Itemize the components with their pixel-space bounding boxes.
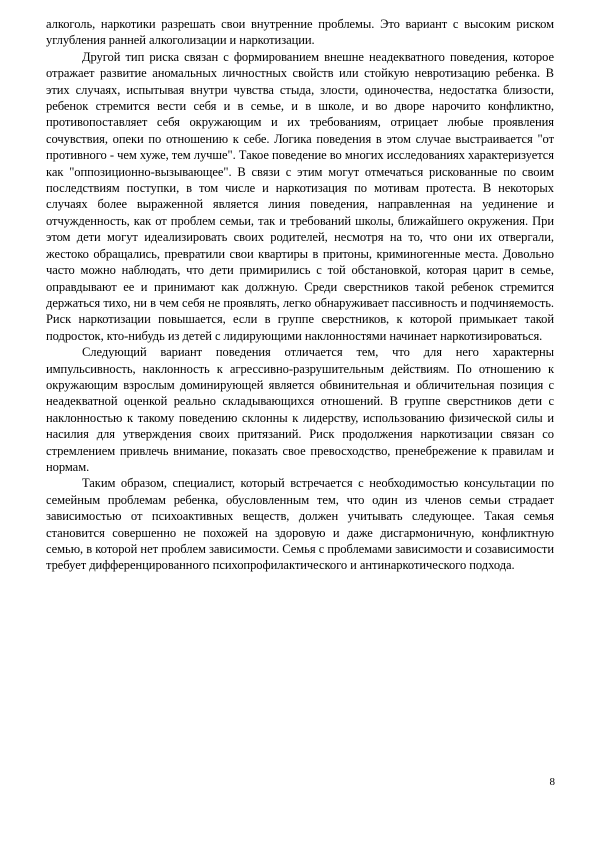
paragraph-conclusion: Таким образом, специалист, который встречается с необходимостью консультации по семейным проблемам ребенка, обусловленным тем, что один из членов семьи страдает зависимостью от психоактивных веществ, должен учитывать следующее. Такая семья становится совершенно не похожей на здоровую и даже дисгармоничную, конфликтную семью, в которой нет проблем зависимости. Семья с проблемами зависимости и созависимости требует дифференцированного психопрофилактического и антинаркотического подхода. xyxy=(46,476,554,573)
paragraph-continuation: алкоголь, наркотики разрешать свои внутренние проблемы. Это вариант с высоким риском углубления ранней алкоголизации и наркотизации. xyxy=(46,17,554,48)
body-text xyxy=(46,16,554,574)
paragraph-risk-type: Другой тип риска связан с формированием внешне неадекватного поведения, которое отражает развитие аномальных личностных свойств или стойкую невротизацию ребенка. В этих случаях, испытывая внутри чувства стыда, злости, одиночества, недостатка близости, ребенок стремится вести себя и в семье, и в школе, и во дворе нарочито конфликтно, противопоставляет себя окружающим и их требованиям, отрицает любые проявления сочувствия, опеки по отношению к себе. Логика поведения в этом случае выстраивается "от противного - чем хуже, тем лучше". Такое поведение во многих исследованиях характеризуется как "оппозиционно-вызывающее". В связи с этим могут отмечаться рискованные по своим последствиям поступки, в том числе и наркотизация по мотивам протеста. В некоторых случаях более выраженной является линия поведения, направленная на уединение и отчужденность, как от проблем семьи, так и требований школы, ближайшего окружения. При этом дети могут идеализировать своих родителей, несмотря на то, что они их отвергали, жестоко обращались, превратили свои квартиры в притоны, криминогенные места. Довольно часто можно наблюдать, что дети примирились с той обстановкой, которая царит в семье, оправдывают ее и принимают как должную. Среди сверстников такой ребенок стремится держаться тихо, ни в чем себя не проявлять, легко обнаруживает пассивность и подчиняемость. Риск наркотизации повышается, если в группе сверстников, к которой примыкает такой подросток, кто-нибудь из детей с лидирующими наклонностями начинает наркотизироваться. xyxy=(46,49,554,343)
paragraph-behavior-variant: Следующий вариант поведения отличается тем, что для него характерны импульсивность, наклонность к агрессивно-разрушительным действиям. По отношению к окружающим взрослым доминирующей является обвинительная и обличительная позиция с неадекватной оценкой реально складывающихся отношений. В группе сверстников дети с наклонностью к такому поведению склонны к лидерству, использованию физической силы и насилия для утверждения своих притязаний. Риск продолжения наркотизации связан со стремлением привлечь внимание, показать свое превосходство, пренебрежение к правилам и нормам. xyxy=(46,345,554,474)
page-number: 8 xyxy=(549,776,555,788)
